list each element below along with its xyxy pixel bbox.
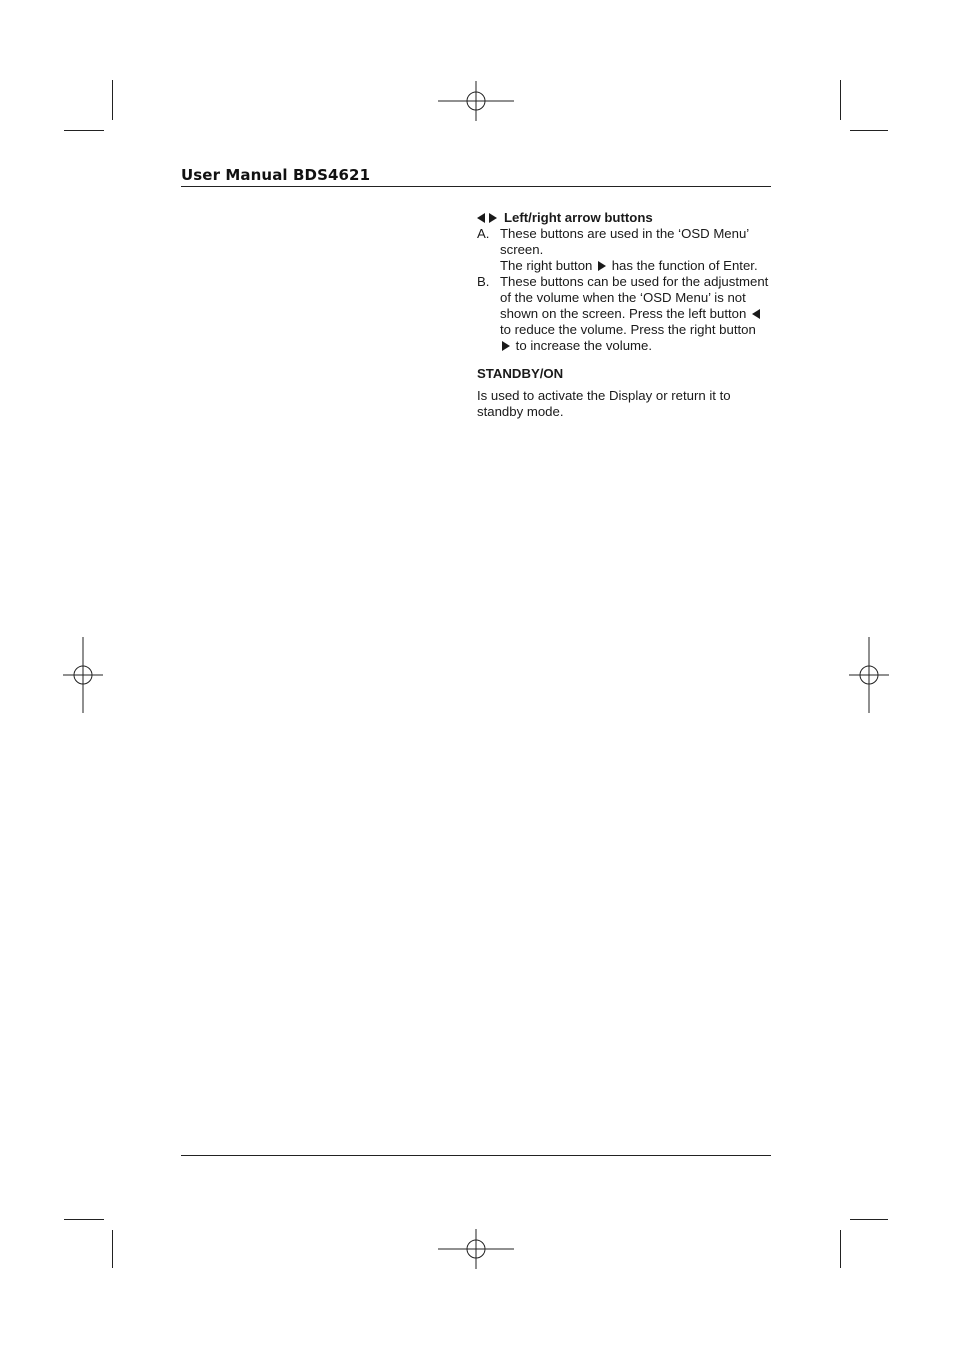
standby-description: Is used to activate the Display or return it to standby mode. bbox=[477, 388, 731, 419]
crop-mark bbox=[64, 130, 104, 131]
right-arrow-icon bbox=[598, 261, 606, 271]
right-arrow-icon bbox=[502, 341, 510, 351]
crop-mark bbox=[850, 130, 888, 131]
crop-mark bbox=[850, 1219, 888, 1220]
list-paragraph: The right button has the function of Enter. bbox=[500, 258, 758, 273]
crop-mark bbox=[112, 80, 113, 120]
standby-heading: STANDBY/ON bbox=[477, 366, 564, 381]
crop-mark bbox=[840, 1230, 841, 1268]
list-paragraph: These buttons are used in the ‘OSD Menu’ screen. bbox=[500, 226, 749, 257]
list-marker: A. bbox=[477, 226, 490, 241]
page-title: User Manual BDS4621 bbox=[181, 166, 371, 184]
list-item-b bbox=[477, 274, 769, 354]
page-header bbox=[181, 166, 771, 187]
list-text bbox=[500, 274, 769, 354]
list-item-a bbox=[477, 226, 769, 274]
list-paragraph: These buttons can be used for the adjustment of the volume when the ‘OSD Menu’ is not shown on the screen. Press the left button to reduce the volume. Press the right button to increase the volume. bbox=[500, 274, 769, 353]
arrow-buttons-title: Left/right arrow buttons bbox=[504, 210, 653, 225]
right-arrow-icon bbox=[489, 213, 497, 223]
list-marker: B. bbox=[477, 274, 490, 289]
footer-rule bbox=[181, 1155, 771, 1156]
crop-mark bbox=[840, 80, 841, 120]
crop-mark bbox=[112, 1230, 113, 1268]
list-text bbox=[500, 226, 769, 274]
crop-mark bbox=[64, 1219, 104, 1220]
content-column bbox=[477, 210, 769, 420]
left-arrow-icon bbox=[477, 213, 485, 223]
left-arrow-icon bbox=[752, 309, 760, 319]
arrow-buttons-heading bbox=[477, 210, 769, 226]
